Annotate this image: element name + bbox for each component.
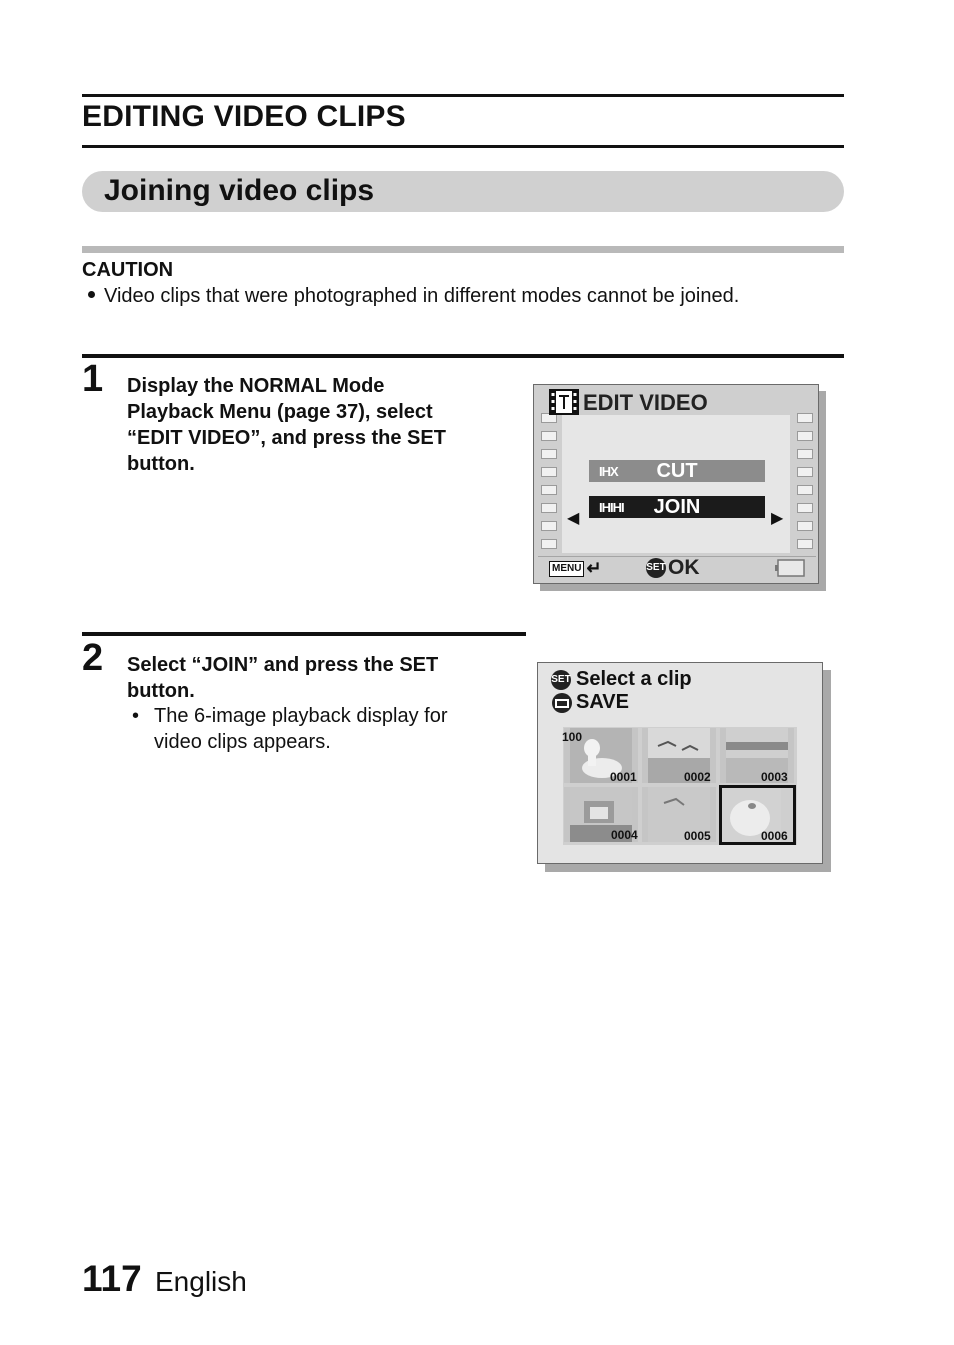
- screen-1-title: EDIT VIDEO: [583, 390, 708, 415]
- join-icon: IHIHI: [599, 500, 624, 515]
- sprocket-hole: [541, 485, 557, 495]
- sprocket-hole: [541, 467, 557, 477]
- step-2-line: button.: [127, 680, 195, 702]
- step-2-line: Select “JOIN” and press the SET: [127, 654, 439, 676]
- set-button-control[interactable]: [551, 669, 571, 690]
- thumbnail-label: 0004: [611, 828, 638, 842]
- right-arrow-icon[interactable]: ▶: [771, 510, 784, 527]
- menu-item-join-label: JOIN: [653, 495, 701, 518]
- menu-chip: MENU: [549, 561, 584, 577]
- folder-number: 100: [562, 730, 583, 744]
- select-clip-label: Select a clip: [576, 668, 692, 690]
- language-label: English: [155, 1266, 247, 1297]
- set-chip: SET: [646, 558, 666, 578]
- sprocket-hole: [797, 539, 813, 549]
- left-arrow-icon[interactable]: ◀: [567, 510, 580, 527]
- sprocket-hole: [541, 521, 557, 531]
- scissors-icon: IHX: [599, 464, 618, 479]
- section-title: EDITING VIDEO CLIPS: [82, 100, 406, 133]
- sprocket-hole: [797, 503, 813, 513]
- step-2-note-line: The 6-image playback display for: [154, 705, 448, 727]
- caution-text: Video clips that were photographed in different modes cannot be joined.: [104, 285, 740, 307]
- thumbnail-label: 0003: [761, 770, 788, 784]
- sprocket-hole: [797, 485, 813, 495]
- step-2-note: [154, 703, 447, 755]
- sprocket-hole: [797, 431, 813, 441]
- sprocket-hole: [797, 521, 813, 531]
- step-1-line: Playback Menu (page 37), select: [127, 401, 433, 423]
- sprocket-hole: [541, 449, 557, 459]
- back-icon: ↵: [586, 558, 602, 578]
- save-label: SAVE: [576, 691, 629, 713]
- subsection-title: Joining video clips: [104, 174, 375, 207]
- step-2-text: [127, 652, 438, 704]
- menu-back-control[interactable]: [549, 558, 602, 579]
- film-edit-icon: [549, 389, 579, 420]
- save-icon[interactable]: [551, 692, 573, 719]
- menu-item-cut-label: CUT: [656, 459, 698, 482]
- bullet-icon: [88, 291, 95, 298]
- top-rule: [82, 94, 844, 97]
- caution-item: [88, 285, 739, 308]
- set-ok-control[interactable]: [646, 556, 700, 580]
- caution-bar: [82, 246, 844, 253]
- set-button-icon: SET: [551, 670, 571, 690]
- sprocket-hole: [797, 449, 813, 459]
- thumbnail-label: 0001: [610, 770, 637, 784]
- sprocket-hole: [797, 467, 813, 477]
- step-2-number: 2: [82, 637, 104, 679]
- step-2-note-line: video clips appears.: [154, 731, 331, 753]
- step-2-rule: [82, 632, 526, 636]
- battery-icon: [775, 559, 805, 582]
- step-1-number: 1: [82, 358, 104, 400]
- menu-item-join[interactable]: [589, 496, 765, 518]
- thumbnail-label: 0005: [684, 829, 711, 843]
- sprocket-hole: [541, 431, 557, 441]
- step-1-line: button.: [127, 453, 195, 475]
- thumbnail-label: 0002: [684, 770, 711, 784]
- menu-item-cut[interactable]: [589, 460, 765, 482]
- ok-label: OK: [668, 556, 700, 579]
- caution-heading: CAUTION: [82, 259, 174, 281]
- thumbnail-label: 0006: [761, 829, 788, 843]
- sprocket-hole: [797, 413, 813, 423]
- step-1-rule: [82, 354, 844, 358]
- sprocket-hole: [541, 539, 557, 549]
- step-1-line: “EDIT VIDEO”, and press the SET: [127, 427, 446, 449]
- step-1-text: [127, 373, 446, 477]
- step-2-note-bullet: •: [132, 705, 140, 727]
- step-1-line: Display the NORMAL Mode: [127, 375, 385, 397]
- sprocket-hole: [541, 503, 557, 513]
- page-number: 117: [82, 1258, 142, 1299]
- title-underline: [82, 145, 844, 148]
- menu-panel: [562, 415, 790, 553]
